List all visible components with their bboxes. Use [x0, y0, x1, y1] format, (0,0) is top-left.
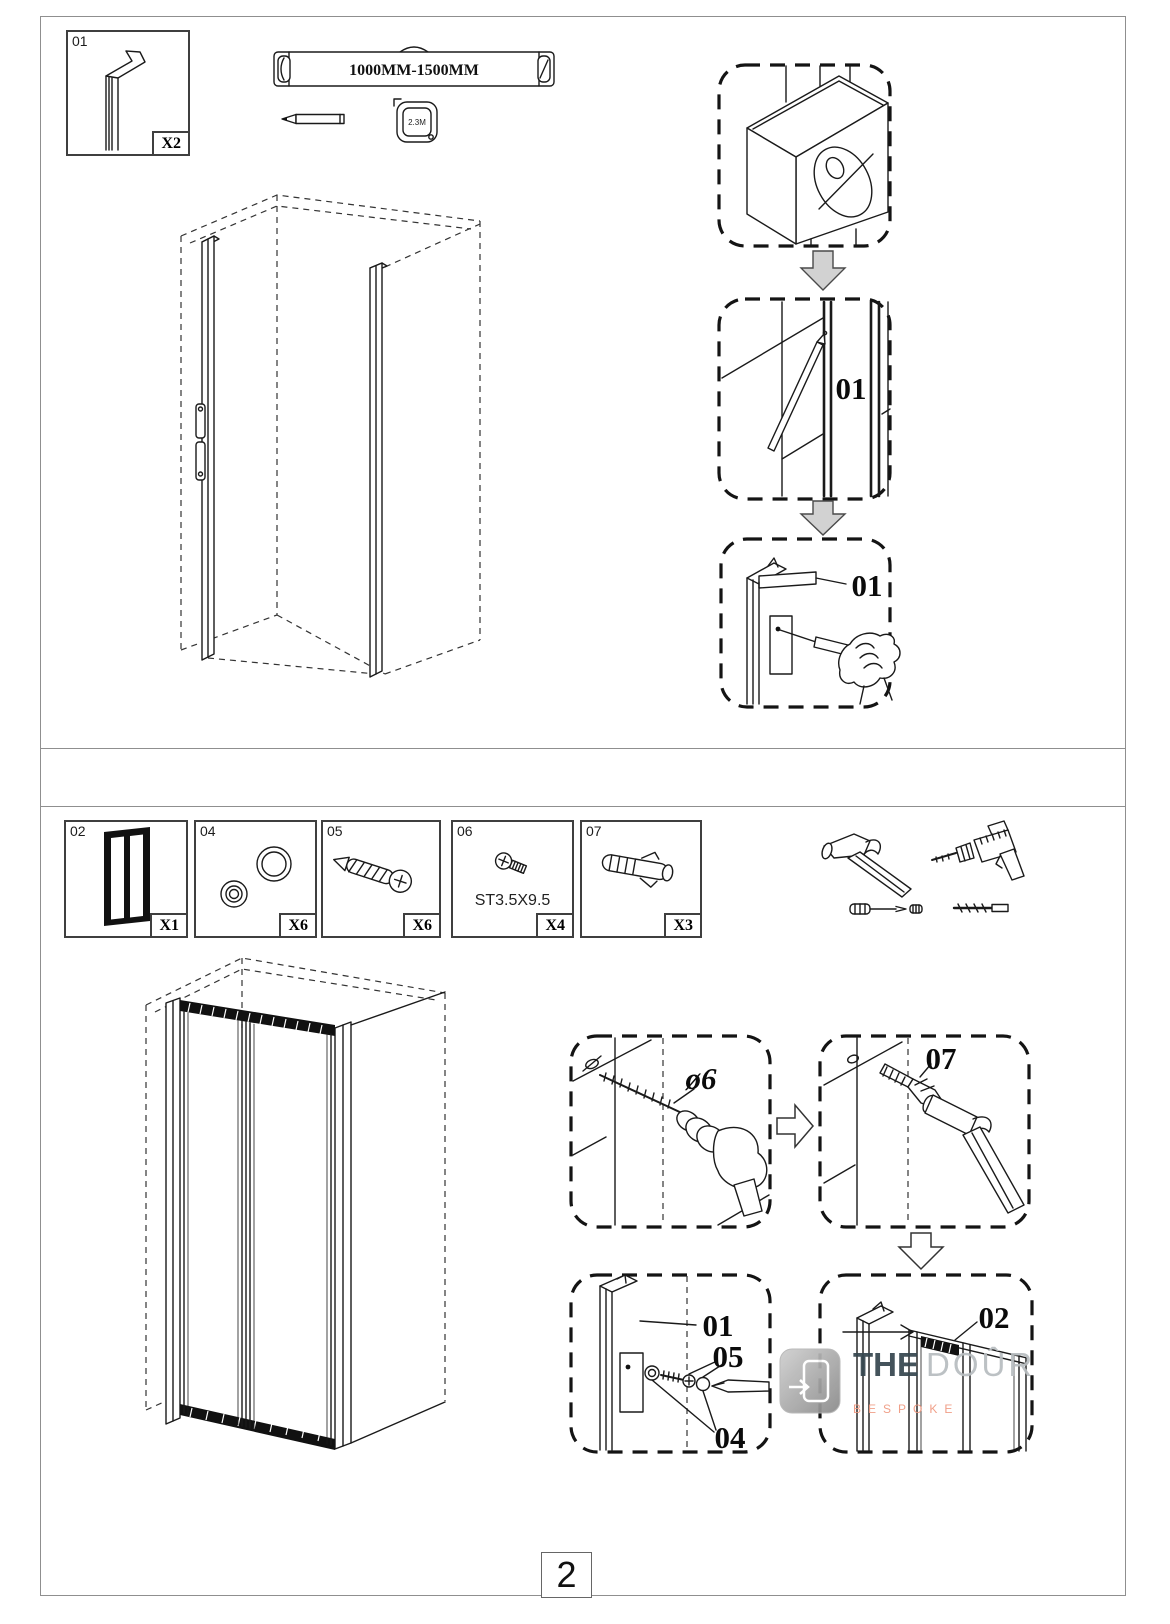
brand-word-the: THE [853, 1346, 919, 1383]
alcove-overview-drawing [152, 168, 512, 748]
door-logo-icon [779, 1348, 841, 1414]
part-qty-badge: X4 [536, 913, 574, 938]
drill-diameter-label: ø6 [685, 1061, 717, 1096]
brand-logo [779, 1348, 1035, 1426]
part-id: 01 [72, 33, 88, 49]
tape-length-label: 2.3M [408, 118, 426, 127]
step-label-01: 01 [835, 371, 867, 406]
part-qty-badge: X2 [152, 131, 190, 156]
brand-word-dour: DOÛR [926, 1346, 1036, 1383]
brand-name [853, 1348, 1035, 1426]
part-box-06 [451, 820, 574, 938]
part-box-05 [321, 820, 441, 938]
tape-measure-icon [390, 96, 440, 144]
page-number: 2 [556, 1554, 577, 1595]
hammer-icon [818, 830, 918, 900]
step-fix-screws-box [568, 1272, 773, 1455]
step-mark-profile-box [716, 296, 893, 502]
slide-panel-label: 02 [978, 1300, 1010, 1335]
spirit-level-icon [272, 42, 556, 92]
section-divider-upper [40, 748, 1126, 749]
part-qty-badge: X1 [150, 913, 188, 938]
arrow-down-icon [800, 500, 846, 536]
step-mark-holes-box [718, 536, 893, 710]
plug-label: 07 [925, 1041, 957, 1076]
power-drill-icon [930, 818, 1035, 884]
arrow-down-icon [800, 250, 846, 292]
part-qty-badge: X6 [403, 913, 441, 938]
step-hammer-plug-box [817, 1033, 1032, 1230]
part-qty-badge: X6 [279, 913, 317, 938]
part-box-02 [64, 820, 188, 938]
drill-bit-icon [952, 898, 1014, 918]
part-id: 02 [70, 823, 86, 839]
part-box-07 [580, 820, 702, 938]
page-number-box [541, 1552, 592, 1598]
fix-cap-label: 04 [714, 1420, 746, 1455]
installed-door-overview-drawing [118, 928, 478, 1528]
fix-screw-label: 05 [712, 1339, 744, 1374]
part-id: 06 [457, 823, 473, 839]
section-divider-lower [40, 806, 1126, 807]
arrow-down-icon [898, 1232, 944, 1270]
step-label-01: 01 [851, 568, 883, 603]
fix-profile-label: 01 [702, 1308, 734, 1343]
part-box-01 [66, 30, 190, 156]
part-id: 05 [327, 823, 343, 839]
step-drill-box [568, 1033, 773, 1230]
level-range-label: 1000MM-1500MM [349, 62, 479, 79]
screw-spec-label: ST3.5X9.5 [474, 892, 551, 909]
arrow-right-icon [776, 1102, 814, 1150]
pencil-icon [280, 112, 346, 126]
part-id: 04 [200, 823, 216, 839]
part-box-04 [194, 820, 317, 938]
part-id: 07 [586, 823, 602, 839]
brand-tagline: BESPOKE [853, 1402, 960, 1416]
part-qty-badge: X3 [664, 913, 702, 938]
screwdriver-icon [848, 898, 926, 920]
step-check-level-box [716, 62, 893, 249]
